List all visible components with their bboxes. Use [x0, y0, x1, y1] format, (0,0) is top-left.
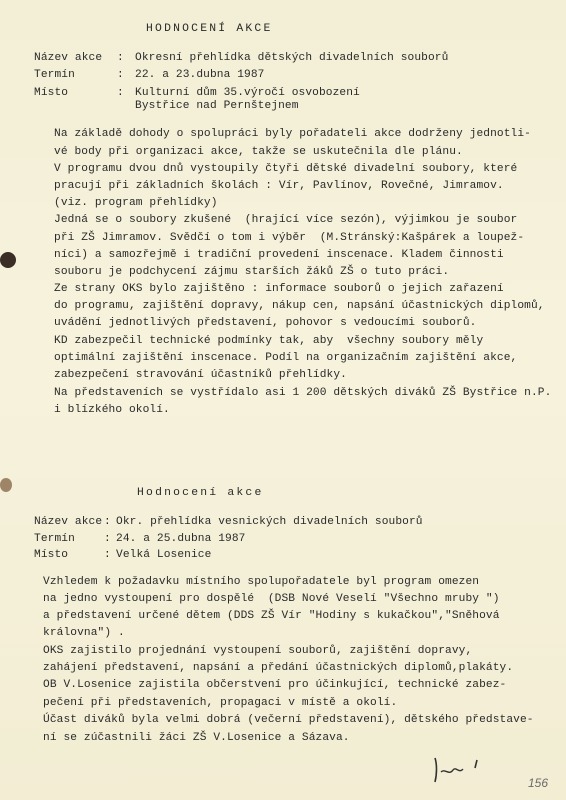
- section2-title: Hodnocení akce: [137, 487, 264, 499]
- body-line: do programu, zajištění dopravy, nákup cen, napsání účastnických diplomů,: [54, 300, 545, 312]
- body-line: na jedno vystoupení pro dospělé (DSB Nové Veselí "Všechno mruby "): [43, 593, 500, 605]
- body-line: OKS zajistilo projednání vystoupení souborů, zajištění dopravy,: [43, 645, 473, 657]
- body-line: královna") .: [43, 627, 125, 639]
- body-line: pečení při představeních, propagaci v místě a okolí.: [43, 697, 398, 709]
- body-line: Vzhledem k požadavku místního spolupořadatele byl program omezen: [43, 576, 480, 588]
- body-line: Ze strany OKS bylo zajištěno : informace souborů o jejich zařazení: [54, 283, 504, 295]
- field-colon: :: [104, 549, 111, 561]
- field-value: Okr. přehlídka vesnických divadelních souborů: [116, 516, 423, 528]
- field-value: Bystřice nad Pernštejnem: [135, 100, 299, 112]
- page-number: 156: [528, 776, 549, 790]
- field-value: 22. a 23.dubna 1987: [135, 69, 265, 81]
- body-line: zahájení představení, napsání a předání účastnických diplomů,plakáty.: [43, 662, 514, 674]
- body-line: níci) a samozřejmě i tradiční provedení inscenace. Kladem činnosti: [54, 249, 504, 261]
- body-line: Na základě dohody o spolupráci byly pořadateli akce dodrženy jednotli-: [54, 128, 531, 140]
- body-line: i blízkého okolí.: [54, 404, 170, 416]
- handwritten-signature: [425, 754, 495, 788]
- field-label: Název akce: [34, 516, 103, 528]
- punch-hole: [0, 252, 16, 268]
- body-line: souboru je podchycení zájmu starších žáků ZŠ o tuto práci.: [54, 266, 450, 278]
- body-line: ní se zúčastnili žáci ZŠ V.Losenice a Sázava.: [43, 732, 350, 744]
- body-line: a představení určené dětem (DDS ZŠ Vír "Hodiny s kukačkou","Sněhová: [43, 610, 500, 622]
- body-line: KD zabezpečil technické podmínky tak, aby všechny soubory měly: [54, 335, 484, 347]
- body-line: vé body při organizaci akce, takže se uskutečnila dle plánu.: [54, 146, 463, 158]
- field-colon: :: [117, 52, 124, 64]
- body-line: Účast diváků byla velmi dobrá (večerní představení), dětského představe-: [43, 714, 534, 726]
- field-colon: :: [117, 87, 124, 99]
- body-line: zabezpečení stravování účastníků přehlídky.: [54, 369, 347, 381]
- body-line: OB V.Losenice zajistila občerstvení pro účinkující, technické zabez-: [43, 679, 507, 691]
- punch-hole: [0, 478, 12, 492]
- body-line: pracují při základních školách : Vír, Pavlínov, Rovečné, Jimramov.: [54, 180, 504, 192]
- field-colon: :: [104, 533, 111, 545]
- body-line: Na představeních se vystřídalo asi 1 200 dětských diváků ZŠ Bystřice n.P.: [54, 387, 552, 399]
- field-label: Název akce: [34, 52, 103, 64]
- body-line: optimální zajištění inscenace. Podíl na organizačním zajištění akce,: [54, 352, 518, 364]
- body-line: (viz. program přehlídky): [54, 197, 218, 209]
- field-value: 24. a 25.dubna 1987: [116, 533, 246, 545]
- body-line: při ZŠ Jimramov. Svědčí o tom i výběr (M.Stránský:Kašpárek a loupež-: [54, 232, 525, 244]
- field-colon: :: [104, 516, 111, 528]
- field-label: Místo: [34, 87, 69, 99]
- field-value: Kulturní dům 35.výročí osvobození: [135, 87, 360, 99]
- field-label: Termín: [34, 533, 75, 545]
- field-colon: :: [117, 69, 124, 81]
- field-value: Okresní přehlídka dětských divadelních souborů: [135, 52, 449, 64]
- body-line: Jedná se o soubory zkušené (hrající více sezón), výjimkou je soubor: [54, 214, 518, 226]
- field-value: Velká Losenice: [116, 549, 212, 561]
- field-label: Místo: [34, 549, 69, 561]
- body-line: uvádění jednotlivých představení, pohovor s vedoucími souborů.: [54, 317, 477, 329]
- field-label: Termín: [34, 69, 75, 81]
- section1-title: HODNOCENÍ AKCE: [146, 23, 273, 35]
- body-line: V programu dvou dnů vystoupily čtyři dětské divadelní soubory, které: [54, 163, 518, 175]
